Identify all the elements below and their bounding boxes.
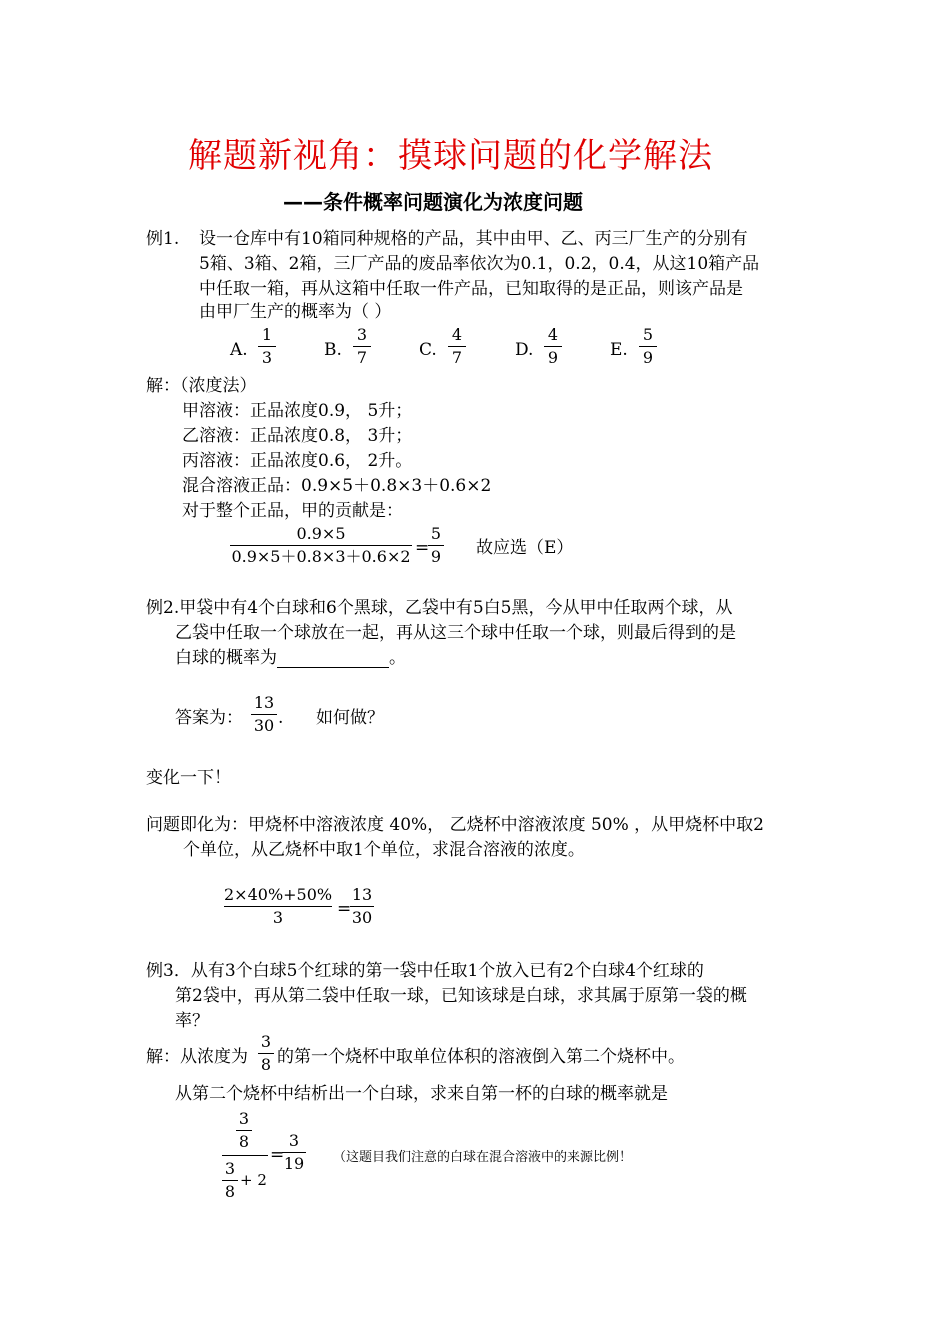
solution-1-result [428, 525, 444, 566]
numerator: 1 [261, 325, 273, 344]
option-b-letter: B. [324, 340, 342, 360]
solution-3-suffix: 的第一个烧杯中取单位体积的溶液倒入第二个烧杯中。 [277, 1047, 685, 1067]
page-title: 解题新视角：摸球问题的化学解法 [188, 136, 713, 176]
option-d-letter: D. [515, 340, 534, 360]
denominator: 30 [351, 908, 373, 927]
numerator: 4 [547, 325, 559, 344]
compound-fraction [222, 1110, 268, 1206]
answer-blank [277, 651, 389, 668]
example-2-line [175, 648, 406, 668]
numerator: 13 [253, 693, 275, 712]
option-c-fraction [448, 326, 466, 367]
numerator: 13 [351, 885, 373, 904]
equals-sign: = [415, 538, 430, 558]
answer-label: 答案为： [175, 708, 243, 728]
denominator: 8 [224, 1182, 236, 1201]
example-1-line: 中任取一箱，再从这箱中任取一件产品，已知取得的是正品，则该产品是 [199, 279, 743, 299]
example-3-line: 第2袋中，再从第二袋中任取一球，已知该球是白球，求其属于原第一袋的概 [175, 986, 747, 1006]
numerator: 3 [224, 1159, 236, 1178]
solution-1-line: 混合溶液正品：0.9×5＋0.8×3＋0.6×2 [182, 476, 492, 496]
solution-1-line: 对于整个正品，甲的贡献是： [182, 501, 403, 521]
solution-3-note: （这题目我们注意的白球在混合溶液中的来源比例！ [333, 1150, 633, 1165]
how-question: 如何做？ [316, 708, 384, 728]
solution-1-heading: 解：（浓度法） [146, 376, 257, 396]
option-c-letter: C. [419, 340, 437, 360]
numerator: 3 [238, 1109, 250, 1128]
reform-line: 个单位，从乙烧杯中取1个单位，求混合溶液的浓度。 [183, 840, 585, 860]
page-subtitle: ——条件概率问题演化为浓度问题 [283, 190, 583, 214]
reform-line: 问题即化为：甲烧杯中溶液浓度 40%， 乙烧杯中溶液浓度 50% ，从甲烧杯中取2 [146, 815, 765, 835]
numerator: 5 [642, 325, 654, 344]
example-2-line: 乙袋中任取一个球放在一起，再从这三个球中任取一个球，则最后得到的是 [175, 623, 736, 643]
solution-3-line: 从第二个烧杯中结析出一个白球，求来自第一杯的白球的概率就是 [175, 1084, 668, 1104]
option-b-fraction [353, 326, 371, 367]
numerator: 2×40%+50% [224, 885, 333, 904]
answer-fraction [251, 694, 277, 735]
denominator: 8 [260, 1055, 272, 1074]
denominator: 7 [451, 348, 463, 367]
denominator: 19 [283, 1154, 305, 1173]
numerator: 3 [260, 1032, 272, 1051]
numerator: 3 [356, 325, 368, 344]
example-2-line: 例2.甲袋中有4个白球和6个黑球，乙袋中有5白5黑，今从甲中任取两个球，从 [146, 598, 733, 618]
example-2-text: 白球的概率为 [175, 648, 277, 668]
top-fraction [236, 1110, 252, 1151]
option-a-letter: A. [230, 340, 248, 360]
denominator: 8 [238, 1132, 250, 1151]
example-2-end: 。 [389, 648, 406, 668]
numerator: 4 [451, 325, 463, 344]
option-e-fraction [639, 326, 657, 367]
numerator: 3 [288, 1131, 300, 1150]
solution-1-conclusion: 故应选（E） [476, 538, 574, 558]
denominator: 9 [642, 348, 654, 367]
plus-two: + 2 [240, 1171, 267, 1189]
answer-period: . [278, 708, 284, 728]
denominator: 7 [356, 348, 368, 367]
denominator: 9 [547, 348, 559, 367]
denominator: 30 [253, 716, 275, 735]
example-1-line: 设一仓库中有10箱同种规格的产品，其中由甲、乙、丙三厂生产的分别有 [199, 229, 748, 249]
example-1-label: 例1. [146, 229, 180, 249]
denominator: 9 [430, 547, 442, 566]
equals-sign: = [270, 1145, 285, 1165]
denominator: 3 [261, 348, 273, 367]
option-a-fraction [258, 326, 276, 367]
reform-fraction [224, 886, 332, 927]
example-1-line: 由甲厂生产的概率为（ ） [199, 302, 392, 322]
option-d-fraction [544, 326, 562, 367]
solution-1-line: 乙溶液：正品浓度0.8， 3升； [182, 426, 413, 446]
numerator: 0.9×5 [296, 524, 346, 543]
option-e-letter: E. [610, 340, 628, 360]
example-3-line: 例3．从有3个白球5个红球的第一袋中任取1个放入已有2个白球4个红球的 [146, 961, 704, 981]
denominator: 3 [272, 908, 284, 927]
denominator: 0.9×5＋0.8×3＋0.6×2 [231, 547, 411, 566]
bottom-fraction [222, 1160, 238, 1201]
solution-3-result [282, 1132, 306, 1173]
solution-3-concentration [258, 1033, 274, 1074]
equals-sign: = [337, 899, 352, 919]
change-heading: 变化一下！ [146, 768, 231, 788]
numerator: 5 [430, 524, 442, 543]
solution-3-prefix: 解：从浓度为 [146, 1047, 248, 1067]
main-fraction-bar [222, 1155, 268, 1156]
reform-result [350, 886, 374, 927]
solution-1-line: 甲溶液：正品浓度0.9， 5升； [182, 401, 413, 421]
solution-1-fraction [230, 525, 412, 566]
example-3-line: 率？ [175, 1011, 209, 1031]
example-1-line: 5箱、3箱、2箱，三厂产品的废品率依次为0.1，0.2，0.4，从这10箱产品 [199, 254, 760, 274]
solution-1-line: 丙溶液：正品浓度0.6， 2升。 [182, 451, 413, 471]
